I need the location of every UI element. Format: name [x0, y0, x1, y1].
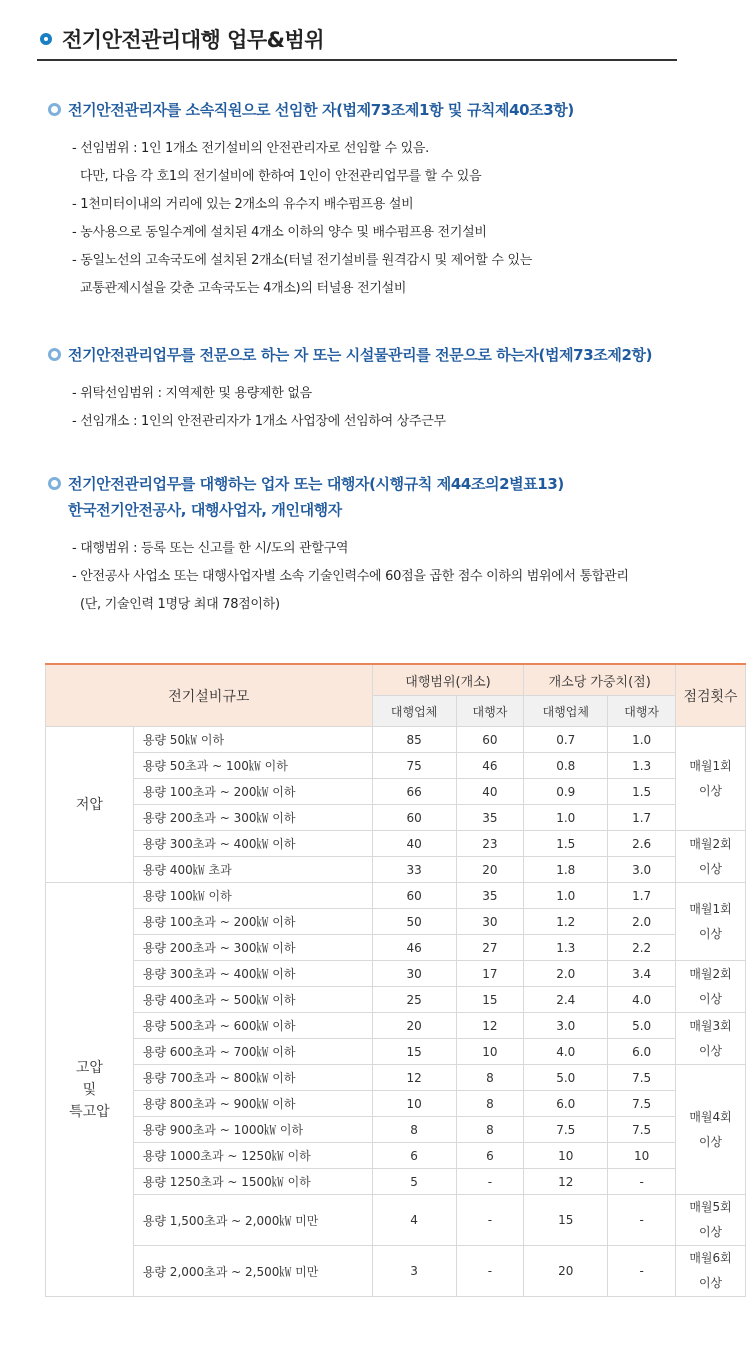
- body-line: (단, 기술인력 1명당 최대 78점이하): [80, 597, 280, 612]
- frequency-suffix: 이상: [698, 1276, 723, 1290]
- weight-company-cell: 0.7: [524, 727, 608, 753]
- range-company-cell: 25: [372, 987, 456, 1013]
- capacity-cell: 용량 600초과 ~ 700㎾ 이하: [133, 1039, 372, 1065]
- weight-company-cell: 1.3: [524, 935, 608, 961]
- weight-agent-cell: 3.0: [608, 857, 676, 883]
- capacity-cell: 용량 2,000초과 ~ 2,500㎾ 미만: [133, 1246, 372, 1297]
- table-row: [46, 883, 746, 909]
- section-agency: [48, 471, 629, 619]
- range-agent-cell: 23: [456, 831, 524, 857]
- capacity-cell: 용량 200초과 ~ 300㎾ 이하: [133, 935, 372, 961]
- frequency-value: 매월1회: [689, 758, 732, 773]
- range-company-cell: 15: [372, 1039, 456, 1065]
- table-row: [46, 1143, 746, 1169]
- frequency-suffix: 이상: [698, 861, 723, 876]
- range-company-cell: 30: [372, 961, 456, 987]
- page-title: [40, 24, 324, 54]
- inspection-frequency-cell: [676, 727, 746, 831]
- weight-agent-cell: 4.0: [608, 987, 676, 1013]
- range-agent-cell: 10: [456, 1039, 524, 1065]
- table-row: [46, 987, 746, 1013]
- capacity-cell: 용량 50㎾ 이하: [133, 727, 372, 753]
- range-company-cell: 40: [372, 831, 456, 857]
- frequency-suffix: 이상: [698, 783, 723, 798]
- weight-agent-cell: 3.4: [608, 961, 676, 987]
- body-line: - 동일노선의 고속국도에 설치된 2개소(터널 전기설비를 원격감시 및 제어할 수 있는: [72, 253, 532, 268]
- weight-agent-cell: 7.5: [608, 1091, 676, 1117]
- capacity-cell: 용량 1250초과 ~ 1500㎾ 이하: [133, 1169, 372, 1195]
- weight-agent-cell: 1.7: [608, 805, 676, 831]
- table-row: [46, 1013, 746, 1039]
- header-inspect: 점검횟수: [676, 664, 746, 727]
- range-agent-cell: -: [456, 1246, 524, 1297]
- weight-company-cell: 1.5: [524, 831, 608, 857]
- frequency-value: 매월5회: [689, 1200, 732, 1214]
- range-company-cell: 3: [372, 1246, 456, 1297]
- weight-agent-cell: -: [608, 1169, 676, 1195]
- range-agent-cell: 20: [456, 857, 524, 883]
- body-line: - 1천미터이내의 거리에 있는 2개소의 유수지 배수펌프용 설비: [72, 197, 414, 212]
- range-company-cell: 46: [372, 935, 456, 961]
- weight-agent-cell: 1.7: [608, 883, 676, 909]
- header-company: 대행업체: [372, 696, 456, 727]
- circle-bullet-icon: [48, 477, 61, 490]
- frequency-suffix: 이상: [698, 926, 723, 941]
- range-agent-cell: 35: [456, 805, 524, 831]
- range-company-cell: 5: [372, 1169, 456, 1195]
- body-line: - 농사용으로 동일수계에 설치된 4개소 이하의 양수 및 배수펌프용 전기설비: [72, 225, 487, 240]
- header-weight: 개소당 가중치(점): [524, 664, 676, 696]
- section-heading-text: [68, 471, 564, 523]
- range-company-cell: 50: [372, 909, 456, 935]
- table-row: [46, 831, 746, 857]
- range-agent-cell: 60: [456, 727, 524, 753]
- weight-agent-cell: 2.0: [608, 909, 676, 935]
- weight-company-cell: 2.4: [524, 987, 608, 1013]
- weight-agent-cell: -: [608, 1195, 676, 1246]
- weight-agent-cell: -: [608, 1246, 676, 1297]
- group-label-line: 및: [82, 1081, 97, 1098]
- body-line: - 선임개소 : 1인의 안전관리자가 1개소 사업장에 선임하여 상주근무: [72, 414, 446, 429]
- circle-bullet-icon: [48, 348, 61, 361]
- title-divider: [37, 59, 677, 61]
- inspection-frequency-cell: [676, 883, 746, 961]
- section-specialist: [48, 342, 652, 436]
- capacity-cell: 용량 100초과 ~ 200㎾ 이하: [133, 909, 372, 935]
- body-line: - 선임범위 : 1인 1개소 전기설비의 안전관리자로 선임할 수 있음.: [72, 141, 429, 156]
- frequency-suffix: 이상: [698, 1043, 723, 1058]
- body-line: 다만, 다음 각 호1의 전기설비에 한하여 1인이 안전관리업무를 할 수 있음: [80, 169, 482, 184]
- weight-company-cell: 3.0: [524, 1013, 608, 1039]
- capacity-cell: 용량 1,500초과 ~ 2,000㎾ 미만: [133, 1195, 372, 1246]
- range-agent-cell: 40: [456, 779, 524, 805]
- body-line: - 안전공사 사업소 또는 대행사업자별 소속 기술인력수에 60점을 곱한 점수 이하의 범위에서 통합관리: [72, 569, 629, 584]
- table-row: [46, 753, 746, 779]
- capacity-cell: 용량 300초과 ~ 400㎾ 이하: [133, 831, 372, 857]
- range-agent-cell: 8: [456, 1117, 524, 1143]
- weight-company-cell: 1.8: [524, 857, 608, 883]
- frequency-value: 매월4회: [689, 1109, 732, 1124]
- frequency-value: 매월6회: [689, 1251, 732, 1265]
- weight-agent-cell: 1.5: [608, 779, 676, 805]
- capacity-cell: 용량 700초과 ~ 800㎾ 이하: [133, 1065, 372, 1091]
- weight-company-cell: 0.8: [524, 753, 608, 779]
- range-company-cell: 60: [372, 883, 456, 909]
- inspection-frequency-cell: [676, 1065, 746, 1195]
- weight-company-cell: 10: [524, 1143, 608, 1169]
- weight-company-cell: 15: [524, 1195, 608, 1246]
- weight-company-cell: 6.0: [524, 1091, 608, 1117]
- table-row: [46, 909, 746, 935]
- table-row: [46, 779, 746, 805]
- range-company-cell: 66: [372, 779, 456, 805]
- weight-company-cell: 1.0: [524, 883, 608, 909]
- capacity-cell: 용량 100㎾ 이하: [133, 883, 372, 909]
- table-row: [46, 1091, 746, 1117]
- table-row: [46, 1039, 746, 1065]
- weight-company-cell: 20: [524, 1246, 608, 1297]
- header-company: 대행업체: [524, 696, 608, 727]
- weight-agent-cell: 1.0: [608, 727, 676, 753]
- weight-agent-cell: 1.3: [608, 753, 676, 779]
- capacity-cell: 용량 800초과 ~ 900㎾ 이하: [133, 1091, 372, 1117]
- header-agent: 대행자: [608, 696, 676, 727]
- table-row: [46, 1195, 746, 1246]
- range-company-cell: 6: [372, 1143, 456, 1169]
- circle-bullet-icon: [40, 33, 52, 45]
- range-company-cell: 8: [372, 1117, 456, 1143]
- range-agent-cell: 17: [456, 961, 524, 987]
- range-company-cell: 10: [372, 1091, 456, 1117]
- section-heading: [48, 471, 629, 523]
- inspection-frequency-cell: [676, 961, 746, 1013]
- weight-agent-cell: 10: [608, 1143, 676, 1169]
- frequency-suffix: 이상: [698, 991, 723, 1006]
- range-agent-cell: 8: [456, 1091, 524, 1117]
- range-agent-cell: 8: [456, 1065, 524, 1091]
- capacity-cell: 용량 900초과 ~ 1000㎾ 이하: [133, 1117, 372, 1143]
- range-company-cell: 60: [372, 805, 456, 831]
- table-row: [46, 805, 746, 831]
- capacity-cell: 용량 200초과 ~ 300㎾ 이하: [133, 805, 372, 831]
- section-heading: [48, 97, 574, 123]
- section-body: [72, 535, 629, 619]
- heading-line-2: 한국전기안전공사, 대행사업자, 개인대행자: [68, 501, 342, 519]
- agency-scope-table: [45, 663, 746, 1297]
- range-company-cell: 20: [372, 1013, 456, 1039]
- inspection-frequency-cell: [676, 1013, 746, 1065]
- capacity-cell: 용량 300초과 ~ 400㎾ 이하: [133, 961, 372, 987]
- table-row: [46, 857, 746, 883]
- capacity-cell: 용량 100초과 ~ 200㎾ 이하: [133, 779, 372, 805]
- range-agent-cell: -: [456, 1169, 524, 1195]
- weight-agent-cell: 2.6: [608, 831, 676, 857]
- circle-bullet-icon: [48, 103, 61, 116]
- body-line: - 위탁선임범위 : 지역제한 및 용량제한 없음: [72, 386, 312, 401]
- range-company-cell: 75: [372, 753, 456, 779]
- weight-agent-cell: 2.2: [608, 935, 676, 961]
- weight-agent-cell: 7.5: [608, 1117, 676, 1143]
- range-agent-cell: -: [456, 1195, 524, 1246]
- weight-company-cell: 12: [524, 1169, 608, 1195]
- range-agent-cell: 12: [456, 1013, 524, 1039]
- weight-company-cell: 5.0: [524, 1065, 608, 1091]
- table-row: [46, 1117, 746, 1143]
- range-agent-cell: 35: [456, 883, 524, 909]
- table-row: [46, 1246, 746, 1297]
- frequency-value: 매월2회: [689, 966, 732, 981]
- weight-company-cell: 2.0: [524, 961, 608, 987]
- capacity-cell: 용량 50초과 ~ 100㎾ 이하: [133, 753, 372, 779]
- weight-agent-cell: 6.0: [608, 1039, 676, 1065]
- weight-agent-cell: 7.5: [608, 1065, 676, 1091]
- table-row: [46, 935, 746, 961]
- page-title-text: 전기안전관리대행 업무&범위: [62, 28, 325, 52]
- capacity-cell: 용량 400초과 ~ 500㎾ 이하: [133, 987, 372, 1013]
- group-label-line: 특고압: [69, 1103, 110, 1120]
- inspection-frequency-cell: [676, 831, 746, 883]
- table-row: [46, 727, 746, 753]
- frequency-value: 매월1회: [689, 901, 732, 916]
- weight-company-cell: 7.5: [524, 1117, 608, 1143]
- frequency-value: 매월3회: [689, 1018, 732, 1033]
- group-high-voltage: [46, 883, 134, 1297]
- header-range: 대행범위(개소): [372, 664, 524, 696]
- body-line: 교통관제시설을 갖춘 고속국도는 4개소)의 터널용 전기설비: [80, 281, 407, 296]
- body-line: - 대행범위 : 등록 또는 신고를 한 시/도의 관할구역: [72, 541, 349, 556]
- range-company-cell: 12: [372, 1065, 456, 1091]
- range-agent-cell: 30: [456, 909, 524, 935]
- section-own-staff: [48, 97, 574, 303]
- header-scale: 전기설비규모: [46, 664, 373, 727]
- weight-company-cell: 1.2: [524, 909, 608, 935]
- range-agent-cell: 27: [456, 935, 524, 961]
- range-company-cell: 4: [372, 1195, 456, 1246]
- range-company-cell: 85: [372, 727, 456, 753]
- section-body: [72, 380, 652, 436]
- group-label-line: 고압: [75, 1059, 103, 1076]
- table-row: [46, 961, 746, 987]
- table-row: [46, 1065, 746, 1091]
- weight-company-cell: 4.0: [524, 1039, 608, 1065]
- section-body: [72, 135, 574, 303]
- range-agent-cell: 15: [456, 987, 524, 1013]
- inspection-frequency-cell: [676, 1246, 746, 1297]
- weight-company-cell: 0.9: [524, 779, 608, 805]
- heading-line-1: 전기안전관리업무를 대행하는 업자 또는 대행자(시행규칙 제44조의2별표13): [68, 475, 564, 493]
- frequency-suffix: 이상: [698, 1134, 723, 1149]
- weight-company-cell: 1.0: [524, 805, 608, 831]
- capacity-cell: 용량 1000초과 ~ 1250㎾ 이하: [133, 1143, 372, 1169]
- section-heading: [48, 342, 652, 368]
- group-low-voltage: 저압: [46, 727, 134, 883]
- section-heading-text: 전기안전관리업무를 전문으로 하는 자 또는 시설물관리를 전문으로 하는자(법제73조제2항): [68, 346, 653, 364]
- inspection-frequency-cell: [676, 1195, 746, 1246]
- weight-agent-cell: 5.0: [608, 1013, 676, 1039]
- header-agent: 대행자: [456, 696, 524, 727]
- table-row: [46, 1169, 746, 1195]
- range-agent-cell: 46: [456, 753, 524, 779]
- capacity-cell: 용량 500초과 ~ 600㎾ 이하: [133, 1013, 372, 1039]
- capacity-cell: 용량 400㎾ 초과: [133, 857, 372, 883]
- range-company-cell: 33: [372, 857, 456, 883]
- frequency-suffix: 이상: [698, 1225, 723, 1239]
- frequency-value: 매월2회: [689, 836, 732, 851]
- range-agent-cell: 6: [456, 1143, 524, 1169]
- section-heading-text: 전기안전관리자를 소속직원으로 선임한 자(법제73조제1항 및 규칙제40조3항): [68, 101, 574, 119]
